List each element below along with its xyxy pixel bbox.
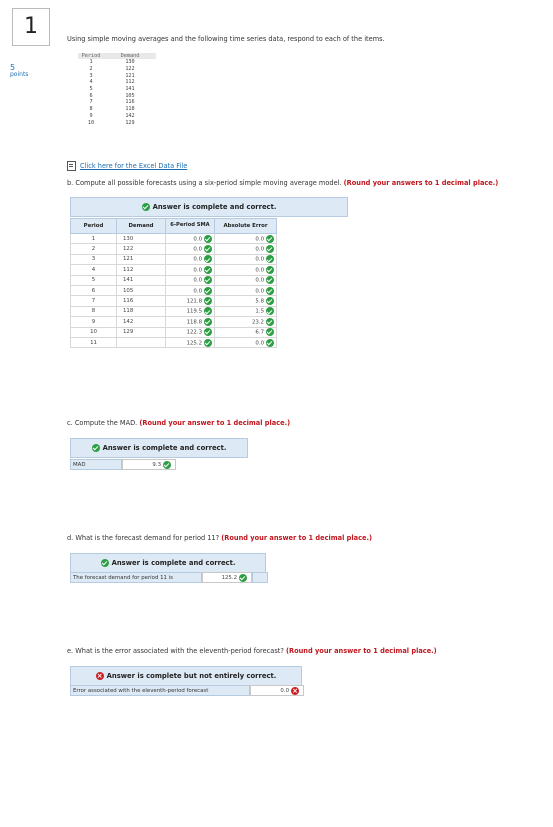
question-intro: Using simple moving averages and the following time series data, respond to each of the items. [67,35,385,43]
table-row [71,296,277,306]
demand-cell: 121 [125,72,135,79]
column-header-period: Period [81,53,101,59]
check-icon [266,276,274,284]
period-cell [71,234,117,244]
period-cell-value: 6 [91,287,96,294]
absolute-error-input[interactable] [215,265,277,275]
sma-input[interactable] [166,306,215,316]
check-icon [163,461,171,469]
demand-cell-value: 130 [123,235,134,242]
demand-cell [117,306,166,316]
demand-cell: 112 [125,79,135,86]
part-c-text: c. Compute the MAD. [67,419,138,427]
demand-cell [117,327,166,337]
column-header-absolute-error: Absolute Error [215,219,277,234]
demand-cell-value: 112 [123,266,134,273]
sma-input[interactable] [166,337,215,347]
table-row [71,306,277,316]
absolute-error-input-value: 5.8 [255,298,264,305]
points-value: 5 [10,63,16,72]
table-row [78,79,156,86]
table-row [71,234,277,244]
table-row [78,119,156,126]
period-cell-value: 1 [91,235,96,242]
demand-cell [117,234,166,244]
absolute-error-input-value: 0.0 [255,277,264,284]
demand-cell [117,275,166,285]
error-icon: × [96,672,103,680]
demand-cell: 122 [125,66,135,73]
period-cell-value: 7 [91,298,96,305]
sma-input[interactable] [166,254,215,264]
period-cell: 3 [89,72,93,79]
sma-input-value: 122.3 [186,329,202,336]
absolute-error-input[interactable] [215,296,277,306]
error-input[interactable] [250,685,304,696]
sma-input[interactable] [166,275,215,285]
demand-cell-value: 141 [123,277,134,284]
period-cell [71,285,117,295]
demand-cell [117,296,166,306]
forecast-label: The forecast demand for period 11 is [70,572,202,583]
absolute-error-input[interactable] [215,337,277,347]
mad-value: 9.3 [152,461,161,468]
forecast-value: 125.2 [221,574,237,581]
check-icon [204,245,212,253]
error-icon: × [292,686,298,695]
part-b-prompt [67,179,498,187]
absolute-error-input-value: 0.0 [255,288,264,295]
part-c-result-banner [70,438,248,458]
sma-input-value: 0.0 [193,256,202,263]
demand-cell-value: 122 [123,246,134,253]
table-row [71,265,277,275]
demand-cell: 141 [125,86,135,93]
demand-cell-value: 105 [123,287,134,294]
part-b-result-banner [70,197,348,217]
period-cell [71,327,117,337]
part-c-banner-text: Answer is complete and correct. [102,444,227,452]
check-icon [204,255,212,263]
error-answer-row [70,685,304,696]
absolute-error-input[interactable] [215,275,277,285]
document-icon [67,161,76,171]
period-cell: 7 [89,99,93,106]
period-cell [71,265,117,275]
absolute-error-input-value: 1.5 [255,308,264,315]
check-icon [101,559,109,567]
absolute-error-input-value: 0.0 [255,246,264,253]
sma-input-value: 0.0 [193,246,202,253]
check-icon [266,245,274,253]
column-header-sma: 6-Period SMA [166,219,215,234]
check-icon [266,287,274,295]
period-cell [71,317,117,327]
part-e-banner-text: Answer is complete but not entirely correct. [106,672,277,680]
check-icon [204,297,212,305]
check-icon [204,276,212,284]
period-cell-value: 2 [91,246,96,253]
period-cell [71,275,117,285]
demand-cell-value: 142 [123,318,134,325]
table-row [78,66,156,73]
table-row [78,106,156,113]
table-row [78,99,156,106]
table-row [78,92,156,99]
period-cell: 6 [89,92,93,99]
excel-data-file-link[interactable]: Click here for the Excel Data File [80,162,188,170]
sma-input-value: 119.5 [186,308,202,315]
column-header-period: Period [71,219,117,234]
check-icon [239,574,247,582]
check-icon [142,203,150,211]
table-row [71,285,277,295]
points-label: points [10,71,29,78]
demand-cell-value: 118 [123,308,134,315]
absolute-error-input-value: 0.0 [255,256,264,263]
period-cell-value: 11 [90,339,97,346]
points-indicator [10,64,28,78]
sma-input[interactable] [166,317,215,327]
table-row [71,275,277,285]
mad-answer-row [70,459,176,470]
demand-cell: 105 [125,92,135,99]
excel-link-row[interactable] [67,161,187,171]
row-end [252,572,268,583]
check-icon [266,235,274,243]
period-cell: 4 [89,79,93,86]
demand-cell: 116 [125,99,135,106]
period-cell: 10 [87,119,95,126]
part-d-banner-text: Answer is complete and correct. [111,559,236,567]
sma-input[interactable] [166,234,215,244]
sma-input-value: 0.0 [193,277,202,284]
check-icon [266,255,274,263]
check-icon [204,328,212,336]
demand-cell [117,244,166,254]
sma-input-value: 0.0 [193,288,202,295]
period-cell-value: 8 [91,308,96,315]
table-row [78,59,156,66]
check-icon [266,297,274,305]
part-e-result-banner [70,666,302,686]
absolute-error-input-value: 0.0 [255,340,264,347]
sma-input[interactable] [166,296,215,306]
check-icon [204,266,212,274]
table-row [78,72,156,79]
check-icon [266,339,274,347]
table-row [71,244,277,254]
demand-cell-value: 121 [123,256,134,263]
part-d-instruction: (Round your answer to 1 decimal place.) [221,534,372,542]
part-e-text: e. What is the error associated with the eleventh-period forecast? [67,647,284,655]
table-row [71,327,277,337]
check-icon [204,235,212,243]
part-b-instruction: (Round your answers to 1 decimal place.) [343,179,499,187]
table-row [78,113,156,120]
check-icon [266,266,274,274]
sma-input-value: 118.8 [186,319,202,326]
forecast-input[interactable] [202,572,252,583]
period-cell [71,244,117,254]
table-row [71,317,277,327]
part-b-banner-text: Answer is complete and correct. [152,203,277,211]
part-d-result-banner [70,553,266,573]
part-b-text: b. Compute all possible forecasts using a six-period simple moving average model. [67,179,342,187]
check-icon [204,287,212,295]
demand-cell: 142 [125,112,135,119]
check-icon [204,339,212,347]
sma-input[interactable] [166,244,215,254]
column-header-demand: Demand [117,219,166,234]
demand-cell [117,254,166,264]
check-icon [266,318,274,326]
mad-label: MAD [70,459,122,470]
check-icon [266,307,274,315]
period-cell [71,306,117,316]
absolute-error-input[interactable] [215,306,277,316]
demand-cell-value: 129 [123,329,134,336]
part-c-prompt [67,419,290,427]
period-cell-value: 4 [91,266,96,273]
demand-cell: 129 [125,119,135,126]
period-cell-value: 9 [91,318,96,325]
error-label: Error associated with the eleventh-period forecast [70,685,250,696]
mad-input[interactable] [122,459,176,470]
absolute-error-input-value: 6.7 [255,329,264,336]
column-header-demand: Demand [120,53,140,59]
period-cell: 5 [89,86,93,93]
sma-input-value: 0.0 [193,267,202,274]
sma-input-value: 121.8 [186,298,202,305]
demand-cell [117,337,166,347]
check-icon [92,444,100,452]
error-value: 0.0 [280,687,289,694]
part-d-text: d. What is the forecast demand for period 11? [67,534,220,542]
absolute-error-input[interactable] [215,254,277,264]
table-row [78,86,156,93]
period-cell [71,296,117,306]
forecast-answer-row [70,572,268,583]
period-cell: 8 [89,106,93,113]
absolute-error-input[interactable] [215,234,277,244]
table-row [71,254,277,264]
part-e-instruction: (Round your answer to 1 decimal place.) [285,647,437,655]
part-c-instruction: (Round your answer to 1 decimal place.) [139,419,291,427]
demand-cell [117,285,166,295]
absolute-error-input[interactable] [215,285,277,295]
demand-cell [117,317,166,327]
period-cell-value: 3 [91,256,96,263]
sma-input[interactable] [166,327,215,337]
period-cell-value: 5 [91,277,96,284]
demand-cell: 118 [125,106,135,113]
check-icon [266,328,274,336]
absolute-error-input[interactable] [215,317,277,327]
demand-cell-value: 116 [123,298,134,305]
sma-forecast-table [70,218,277,348]
period-cell: 9 [89,112,93,119]
absolute-error-input[interactable] [215,244,277,254]
check-icon [204,307,212,315]
period-cell: 1 [89,59,93,66]
question-number: 1 [12,8,50,46]
sma-input-value: 0.0 [193,236,202,243]
period-cell-value: 10 [90,329,97,336]
absolute-error-input-value: 0.0 [255,236,264,243]
absolute-error-input-value: 23.2 [251,319,264,326]
part-d-prompt [67,534,372,542]
part-e-prompt [67,647,437,655]
time-series-table [78,53,156,126]
demand-cell: 130 [125,59,135,66]
absolute-error-input-value: 0.0 [255,267,264,274]
sma-input-value: 125.2 [186,340,202,347]
period-cell: 2 [89,66,93,73]
demand-cell [117,265,166,275]
absolute-error-input[interactable] [215,327,277,337]
period-cell [71,254,117,264]
sma-input[interactable] [166,265,215,275]
sma-input[interactable] [166,285,215,295]
check-icon [204,318,212,326]
table-row [71,337,277,347]
period-cell [71,337,117,347]
